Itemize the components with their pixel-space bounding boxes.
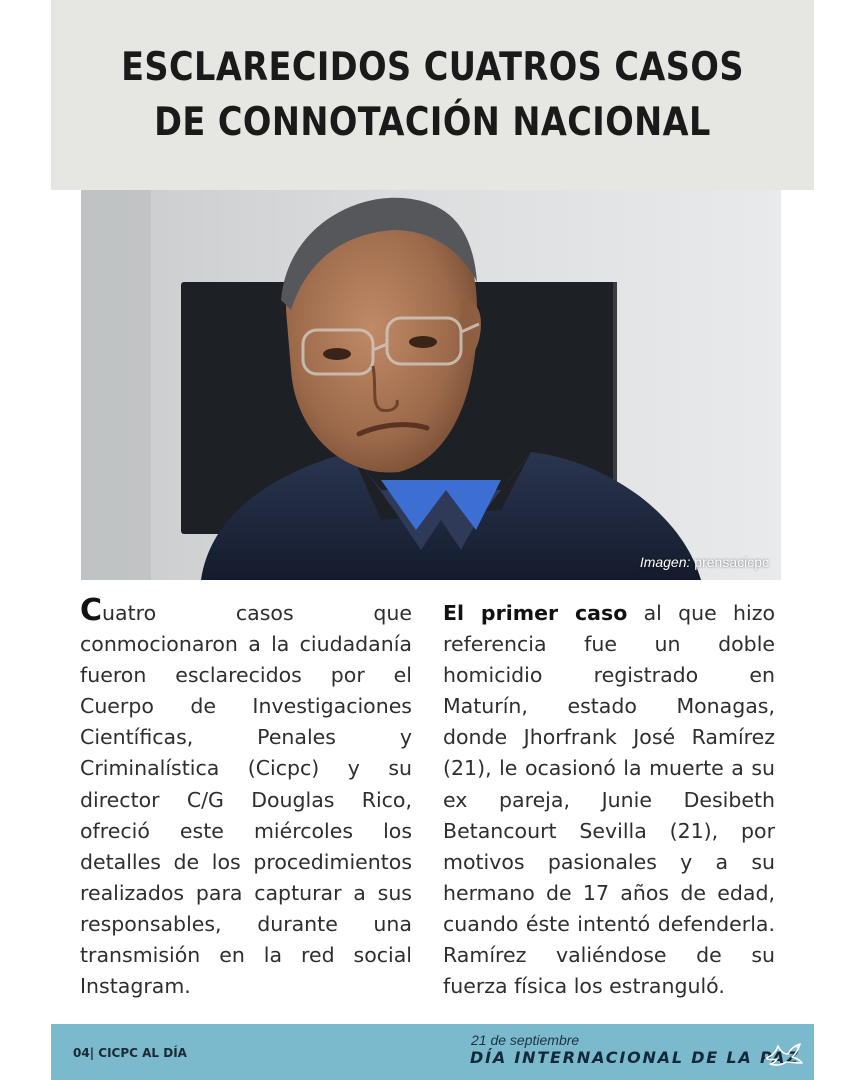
article-column-right	[443, 598, 775, 1002]
event-date: 21 de septiembre	[471, 1032, 580, 1048]
page-number-label: 04| CICPC AL DÍA	[73, 1046, 187, 1060]
column-left-text: uatro casos que conmocionaron a la ciudadanía fueron esclarecidos por el Cuerpo de Investigaciones Científicas, Penales y Criminalística (Cicpc) y su director C/G Douglas Rico, ofreció este miércoles los detalles de los procedimientos realizados para capturar a sus responsables, durante una transmisión en la red social Instagram.	[80, 601, 412, 999]
event-title: DÍA INTERNACIONAL DE LA PAZ	[470, 1048, 800, 1067]
article-column-left	[80, 593, 412, 1002]
title-line-1: ESCLARECIDOS CUATROS CASOS	[121, 45, 744, 90]
drop-cap: C	[80, 593, 103, 628]
title-line-2: DE CONNOTACIÓN NACIONAL	[154, 100, 711, 145]
photo-credit-label: Imagen:	[639, 554, 691, 570]
left-shadow	[81, 190, 151, 580]
photo-credit	[640, 554, 769, 570]
right-eye	[409, 336, 437, 348]
column-right-text: al que hizo referencia fue un doble homicidio registrado en Maturín, estado Monagas, donde Jhorfrank José Ramírez (21), le ocasionó la muerte a su ex pareja, Junie Desibeth Betancourt Sevilla (21), por motivos pasionales y a su hermano de 17 años de edad, cuando éste intentó defenderla. Ramírez valiéndose de su fuerza física los estranguló.	[443, 601, 775, 999]
left-eye	[323, 348, 351, 360]
headline-band	[51, 0, 814, 190]
column-right-lead: El primer caso	[443, 601, 628, 625]
portrait-illustration	[81, 190, 781, 580]
photo-credit-source: prensacicpc	[694, 554, 769, 570]
article-photo	[81, 190, 781, 580]
dove-icon	[764, 1038, 804, 1070]
page-title	[104, 40, 760, 150]
footer-band	[51, 1024, 814, 1080]
